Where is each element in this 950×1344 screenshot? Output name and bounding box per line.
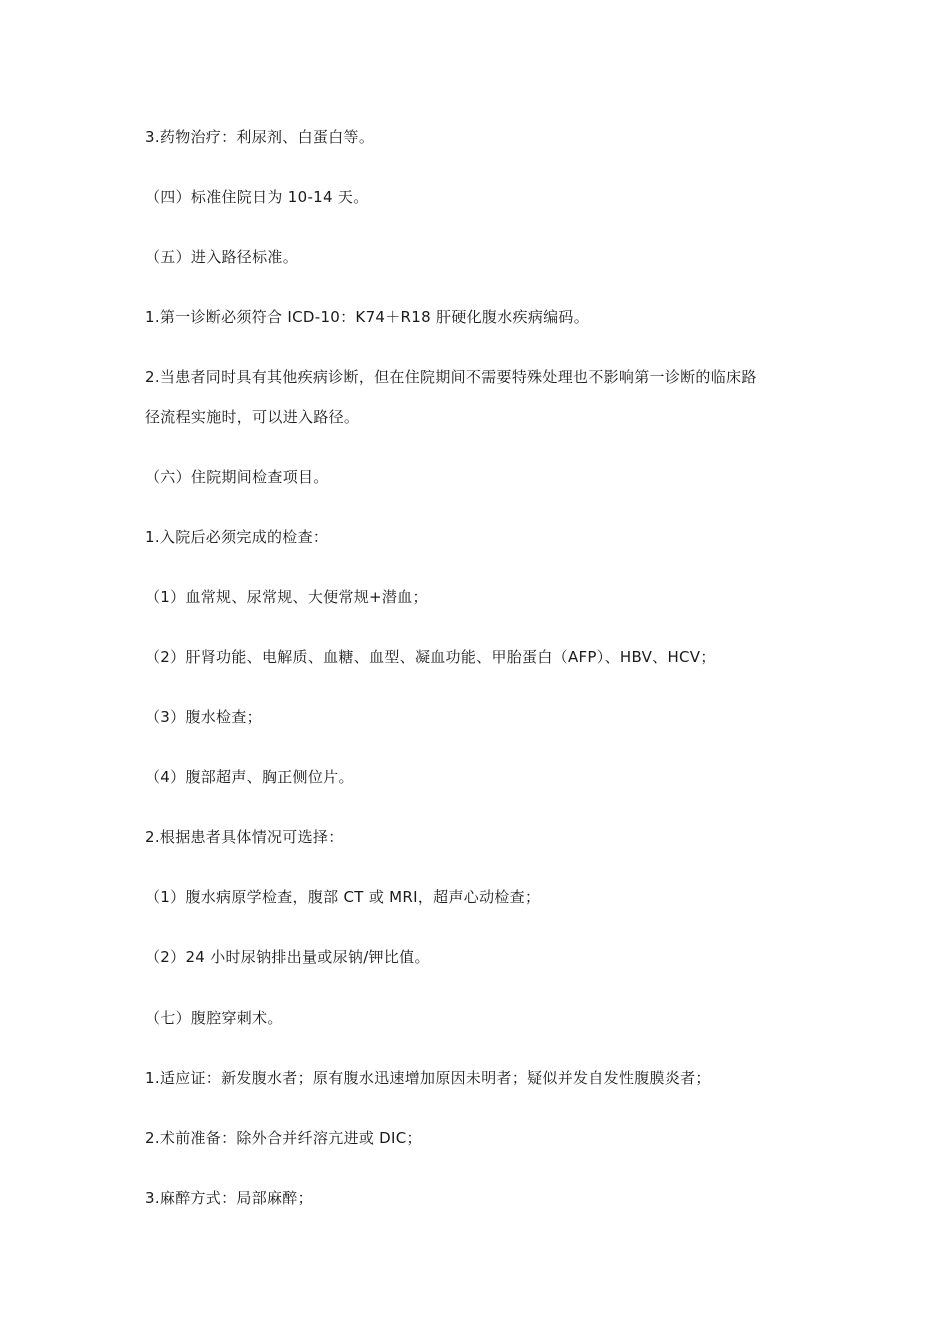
- text-line: 3.麻醉方式：局部麻醉；: [145, 1189, 313, 1207]
- section-heading: （四）标准住院日为 10-14 天。: [145, 188, 369, 206]
- section-heading: （五）进入路径标准。: [145, 248, 299, 266]
- text-line: 2.当患者同时具有其他疾病诊断，但在住院期间不需要特殊处理也不影响第一诊断的临床路: [145, 368, 757, 386]
- list-item: （1）腹水病原学检查，腹部 CT 或 MRI，超声心动检查；: [145, 888, 541, 906]
- text-line: 2.根据患者具体情况可选择：: [145, 828, 344, 846]
- text-line: 径流程实施时，可以进入路径。: [145, 408, 360, 426]
- text-line: 1.入院后必须完成的检查：: [145, 528, 329, 546]
- list-item: （4）腹部超声、胸正侧位片。: [145, 768, 354, 786]
- list-item: （2）肝肾功能、电解质、血糖、血型、凝血功能、甲胎蛋白（AFP）、HBV、HCV；: [145, 648, 716, 666]
- section-heading: （六）住院期间检查项目。: [145, 468, 329, 486]
- text-line: 1.第一诊断必须符合 ICD-10：K74＋R18 肝硬化腹水疾病编码。: [145, 308, 590, 326]
- text-line: 2.术前准备：除外合并纤溶亢进或 DIC；: [145, 1129, 422, 1147]
- list-item: （2）24 小时尿钠排出量或尿钠/钾比值。: [145, 948, 430, 966]
- section-heading: （七）腹腔穿刺术。: [145, 1009, 283, 1027]
- text-line: 3.药物治疗：利尿剂、白蛋白等。: [145, 128, 375, 146]
- text-line: 1.适应证：新发腹水者；原有腹水迅速增加原因未明者；疑似并发自发性腹膜炎者；: [145, 1069, 711, 1087]
- list-item: （1）血常规、尿常规、大便常规+潜血；: [145, 588, 428, 606]
- list-item: （3）腹水检查；: [145, 708, 262, 726]
